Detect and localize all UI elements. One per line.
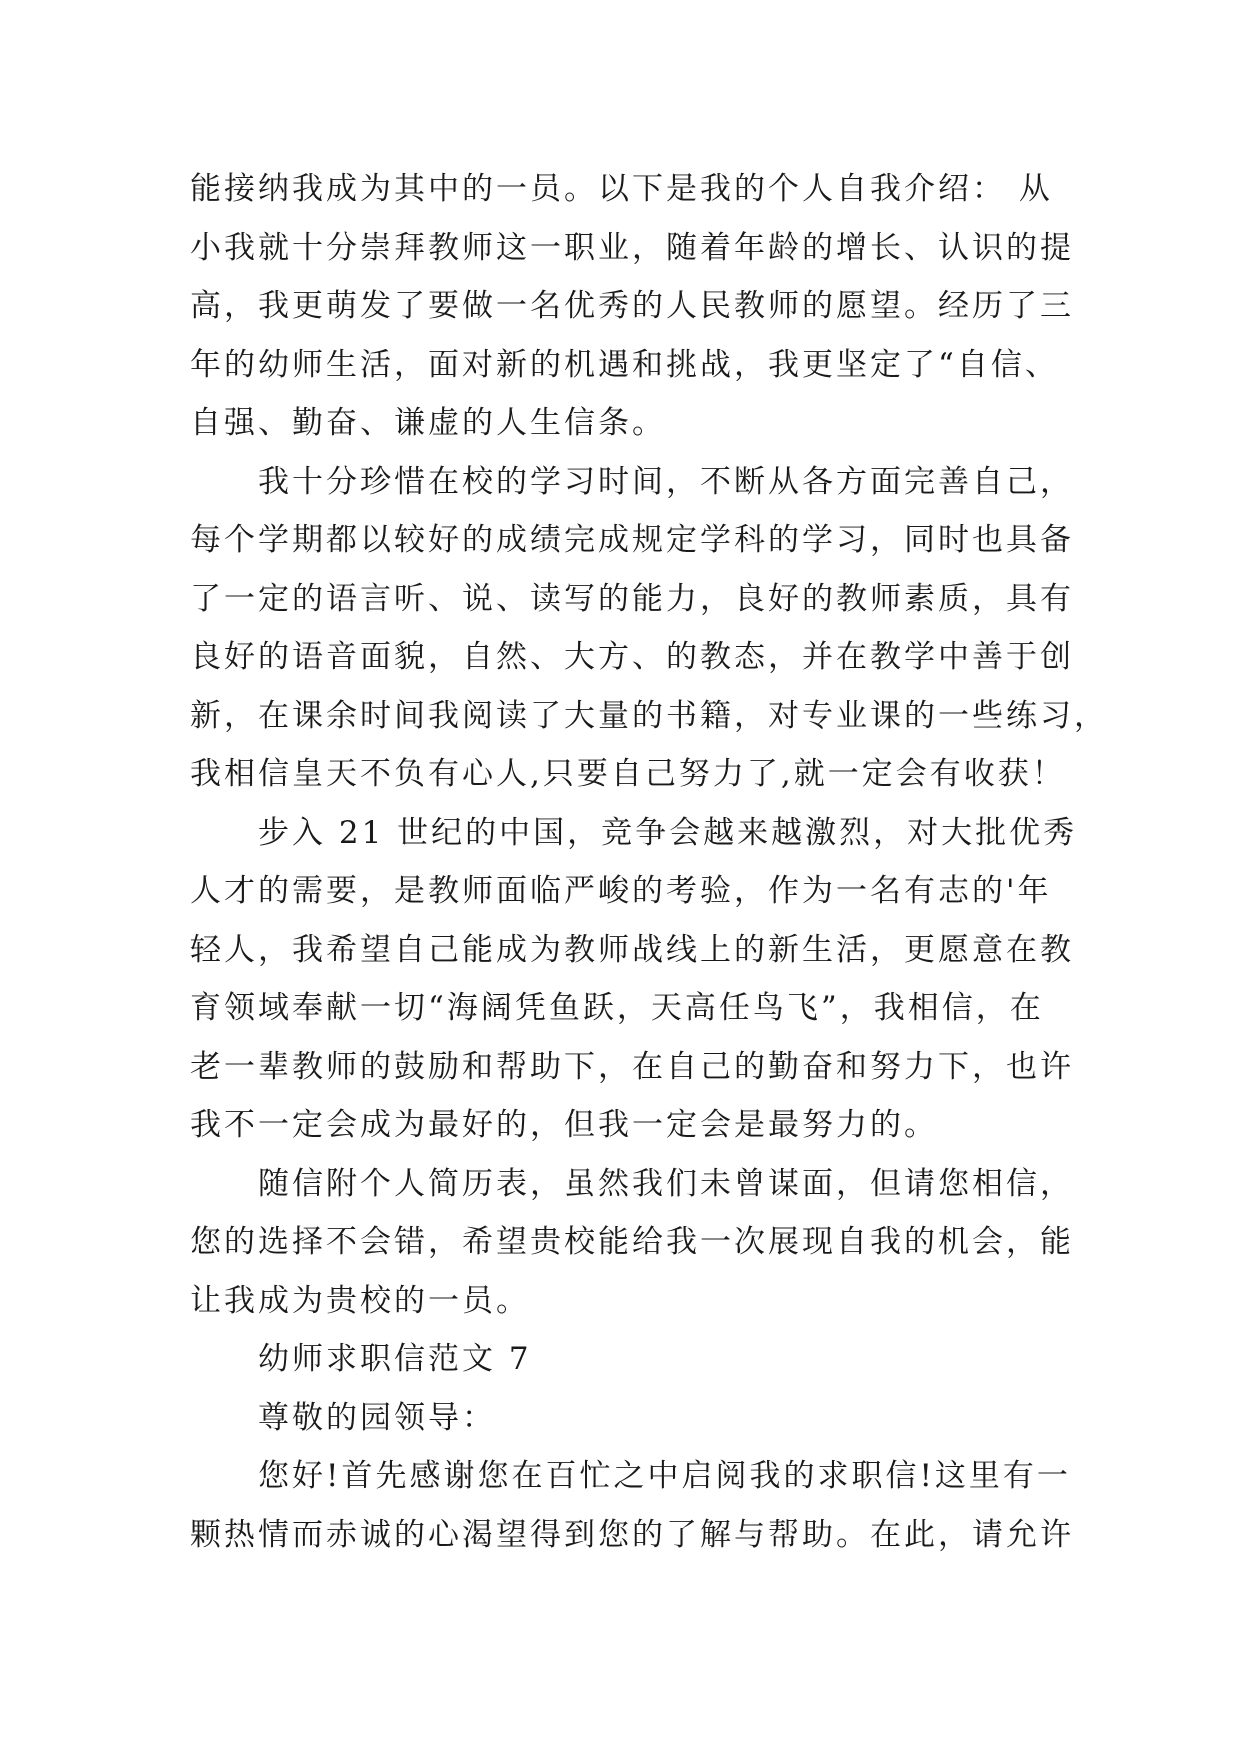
paragraph-start-line: 步入 21 世纪的中国，竞争会越来越激烈，对大批优秀: [258, 814, 1078, 851]
text-line: 年的幼师生活，面对新的机遇和挑战，我更坚定了“自信、: [190, 346, 1059, 383]
text-line: 能接纳我成为其中的一员。以下是我的个人自我介绍： 从: [190, 171, 1053, 207]
text-line: 小我就十分崇拜教师这一职业，随着年龄的增长、认识的提: [190, 229, 1074, 266]
text-line: 良好的语音面貌，自然、大方、的教态，并在教学中善于创: [190, 639, 1074, 675]
text-line: 颗热情而赤诚的心渴望得到您的了解与帮助。在此，请允许: [190, 1516, 1074, 1553]
text-line: 人才的需要，是教师面临严峻的考验，作为一名有志的'年: [190, 873, 1052, 909]
text-line: 育领域奉献一切“海阔凭鱼跃，天高任鸟飞”，我相信，在: [190, 990, 1044, 1026]
text-line: 我相信皇天不负有心人,只要自己努力了,就一定会有收获！: [190, 756, 1066, 792]
text-line: 高，我更萌发了要做一名优秀的人民教师的愿望。经历了三: [190, 288, 1074, 324]
text-line: 让我成为贵校的一员。: [190, 1282, 530, 1319]
text-line: 自强、勤奋、谦虚的人生信条。: [190, 405, 666, 441]
text-line: 轻人，我希望自己能成为教师战线上的新生活，更愿意在教: [190, 931, 1074, 968]
text-line: 老一辈教师的鼓励和帮助下，在自己的勤奋和努力下，也许: [190, 1048, 1074, 1085]
text-line: 了一定的语言听、说、读写的能力，良好的教师素质，具有: [190, 580, 1074, 617]
text-line: 新，在课余时间我阅读了大量的书籍，对专业课的一些练习，: [190, 697, 1108, 734]
paragraph-start-line: 您好!首先感谢您在百忙之中启阅我的求职信!这里有一: [258, 1458, 1071, 1494]
text-line: 您的选择不会错，希望贵校能给我一次展现自我的机会，能: [190, 1224, 1074, 1260]
text-line: 我不一定会成为最好的，但我一定会是最努力的。: [190, 1107, 938, 1143]
section-heading: 幼师求职信范文 7: [258, 1341, 532, 1377]
salutation: 尊敬的园领导：: [258, 1399, 496, 1436]
letter-body: [190, 160, 1108, 1564]
paragraph-start-line: 我十分珍惜在校的学习时间，不断从各方面完善自己，: [258, 463, 1074, 500]
paragraph-start-line: 随信附个人简历表，虽然我们未曾谋面，但请您相信，: [258, 1165, 1074, 1202]
text-line: 每个学期都以较好的成绩完成规定学科的学习，同时也具备: [190, 522, 1074, 558]
